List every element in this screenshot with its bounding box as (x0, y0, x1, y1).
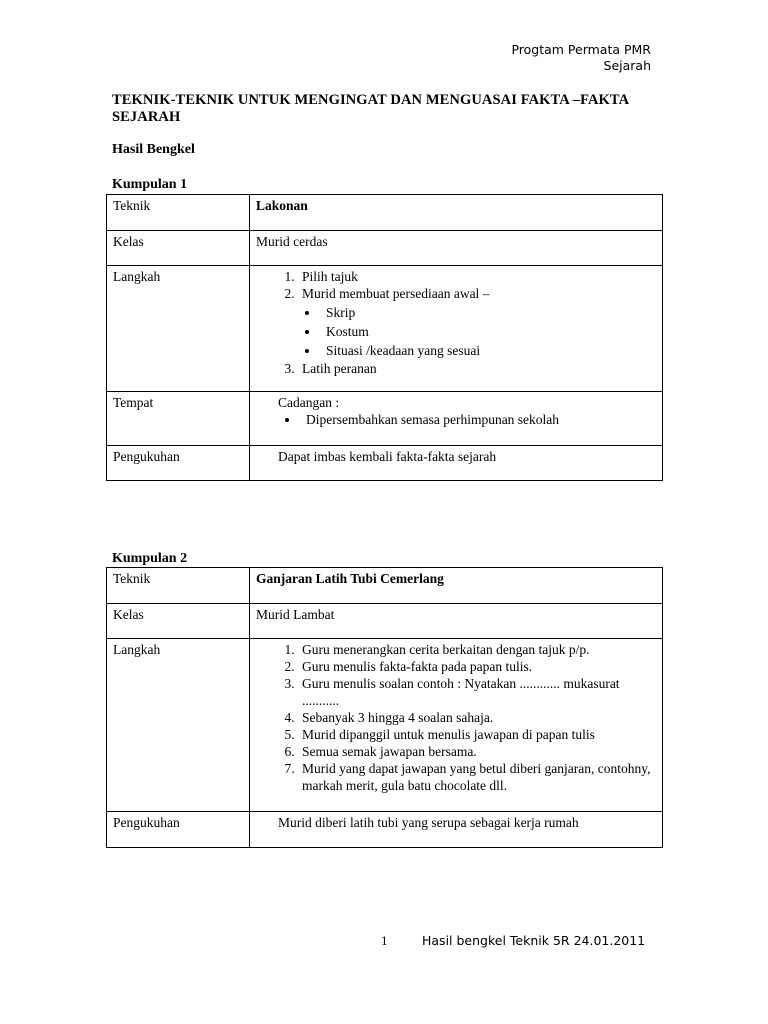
pengukuhan-text: Dapat imbas kembali fakta-fakta sejarah (278, 449, 497, 464)
table-row (107, 231, 663, 266)
table-row (107, 568, 663, 604)
row-label: Teknik (107, 568, 250, 604)
row-label: Kelas (107, 231, 250, 266)
list-item: • Skrip (320, 303, 656, 322)
document-title: TEKNIK-TEKNIK UNTUK MENGINGAT DAN MENGUASAI FAKTA –FAKTA SEJARAH (112, 92, 629, 125)
header-program: Progtam Permata PMR (511, 42, 651, 57)
group2-table (106, 567, 663, 848)
page-number: 1 (381, 933, 388, 948)
list-item: • Dipersembahkan semasa perhimpunan sekolah (300, 411, 656, 428)
list-item (298, 285, 656, 302)
bullet-list (256, 303, 656, 360)
kelas-value: Murid Lambat (250, 604, 663, 639)
steps-list (256, 268, 656, 302)
pengukuhan-value (250, 446, 663, 481)
list-item: 7. Murid yang dapat jawapan yang betul diberi ganjaran, contohny, markah merit, gula batu chocolate dll. (298, 760, 656, 794)
step-text: Murid membuat persediaan awal – (302, 286, 490, 301)
page-header (511, 42, 651, 74)
group1-heading: Kumpulan 1 (112, 177, 188, 192)
table-row (107, 446, 663, 481)
bullet-list (256, 411, 656, 428)
pengukuhan-value (250, 812, 663, 848)
langkah-value (250, 266, 663, 392)
pengukuhan-text: Murid diberi latih tubi yang serupa sebagai kerja rumah (278, 815, 579, 830)
kelas-value: Murid cerdas (250, 231, 663, 266)
table-row (107, 392, 663, 446)
row-label: Langkah (107, 266, 250, 392)
list-item: 2. Guru menulis fakta-fakta pada papan tulis. (298, 658, 656, 675)
list-item: 4. Sebanyak 3 hingga 4 soalan sahaja. (298, 709, 656, 726)
row-label: Pengukuhan (107, 446, 250, 481)
table-row (107, 812, 663, 848)
teknik-value: Lakonan (250, 195, 663, 231)
footer-text: Hasil bengkel Teknik 5R 24.01.2011 (422, 933, 646, 948)
document-subtitle: Hasil Bengkel (112, 142, 195, 157)
row-label: Teknik (107, 195, 250, 231)
table-row (107, 195, 663, 231)
list-item: 3. Guru menulis soalan contoh : Nyatakan ............ mukasurat ........... (298, 675, 656, 709)
group1-table (106, 194, 663, 481)
header-subject: Sejarah (603, 58, 651, 73)
tempat-intro: Cadangan : (278, 395, 340, 410)
langkah-value (250, 639, 663, 812)
table-row (107, 266, 663, 392)
steps-list (256, 641, 656, 794)
list-item: 6. Semua semak jawapan bersama. (298, 743, 656, 760)
row-label: Tempat (107, 392, 250, 446)
row-label: Langkah (107, 639, 250, 812)
steps-list-continued (256, 360, 656, 377)
table-row (107, 639, 663, 812)
group2-heading: Kumpulan 2 (112, 551, 188, 566)
row-label: Kelas (107, 604, 250, 639)
list-item: 1. Guru menerangkan cerita berkaitan dengan tajuk p/p. (298, 641, 656, 658)
list-item: 5. Murid dipanggil untuk menulis jawapan di papan tulis (298, 726, 656, 743)
list-item: 3. Latih peranan (298, 360, 656, 377)
tempat-value (250, 392, 663, 446)
teknik-value: Ganjaran Latih Tubi Cemerlang (250, 568, 663, 604)
list-item: • Situasi /keadaan yang sesuai (320, 341, 656, 360)
list-item: • Kostum (320, 322, 656, 341)
row-label: Pengukuhan (107, 812, 250, 848)
table-row (107, 604, 663, 639)
list-item: 1. Pilih tajuk (298, 268, 656, 285)
